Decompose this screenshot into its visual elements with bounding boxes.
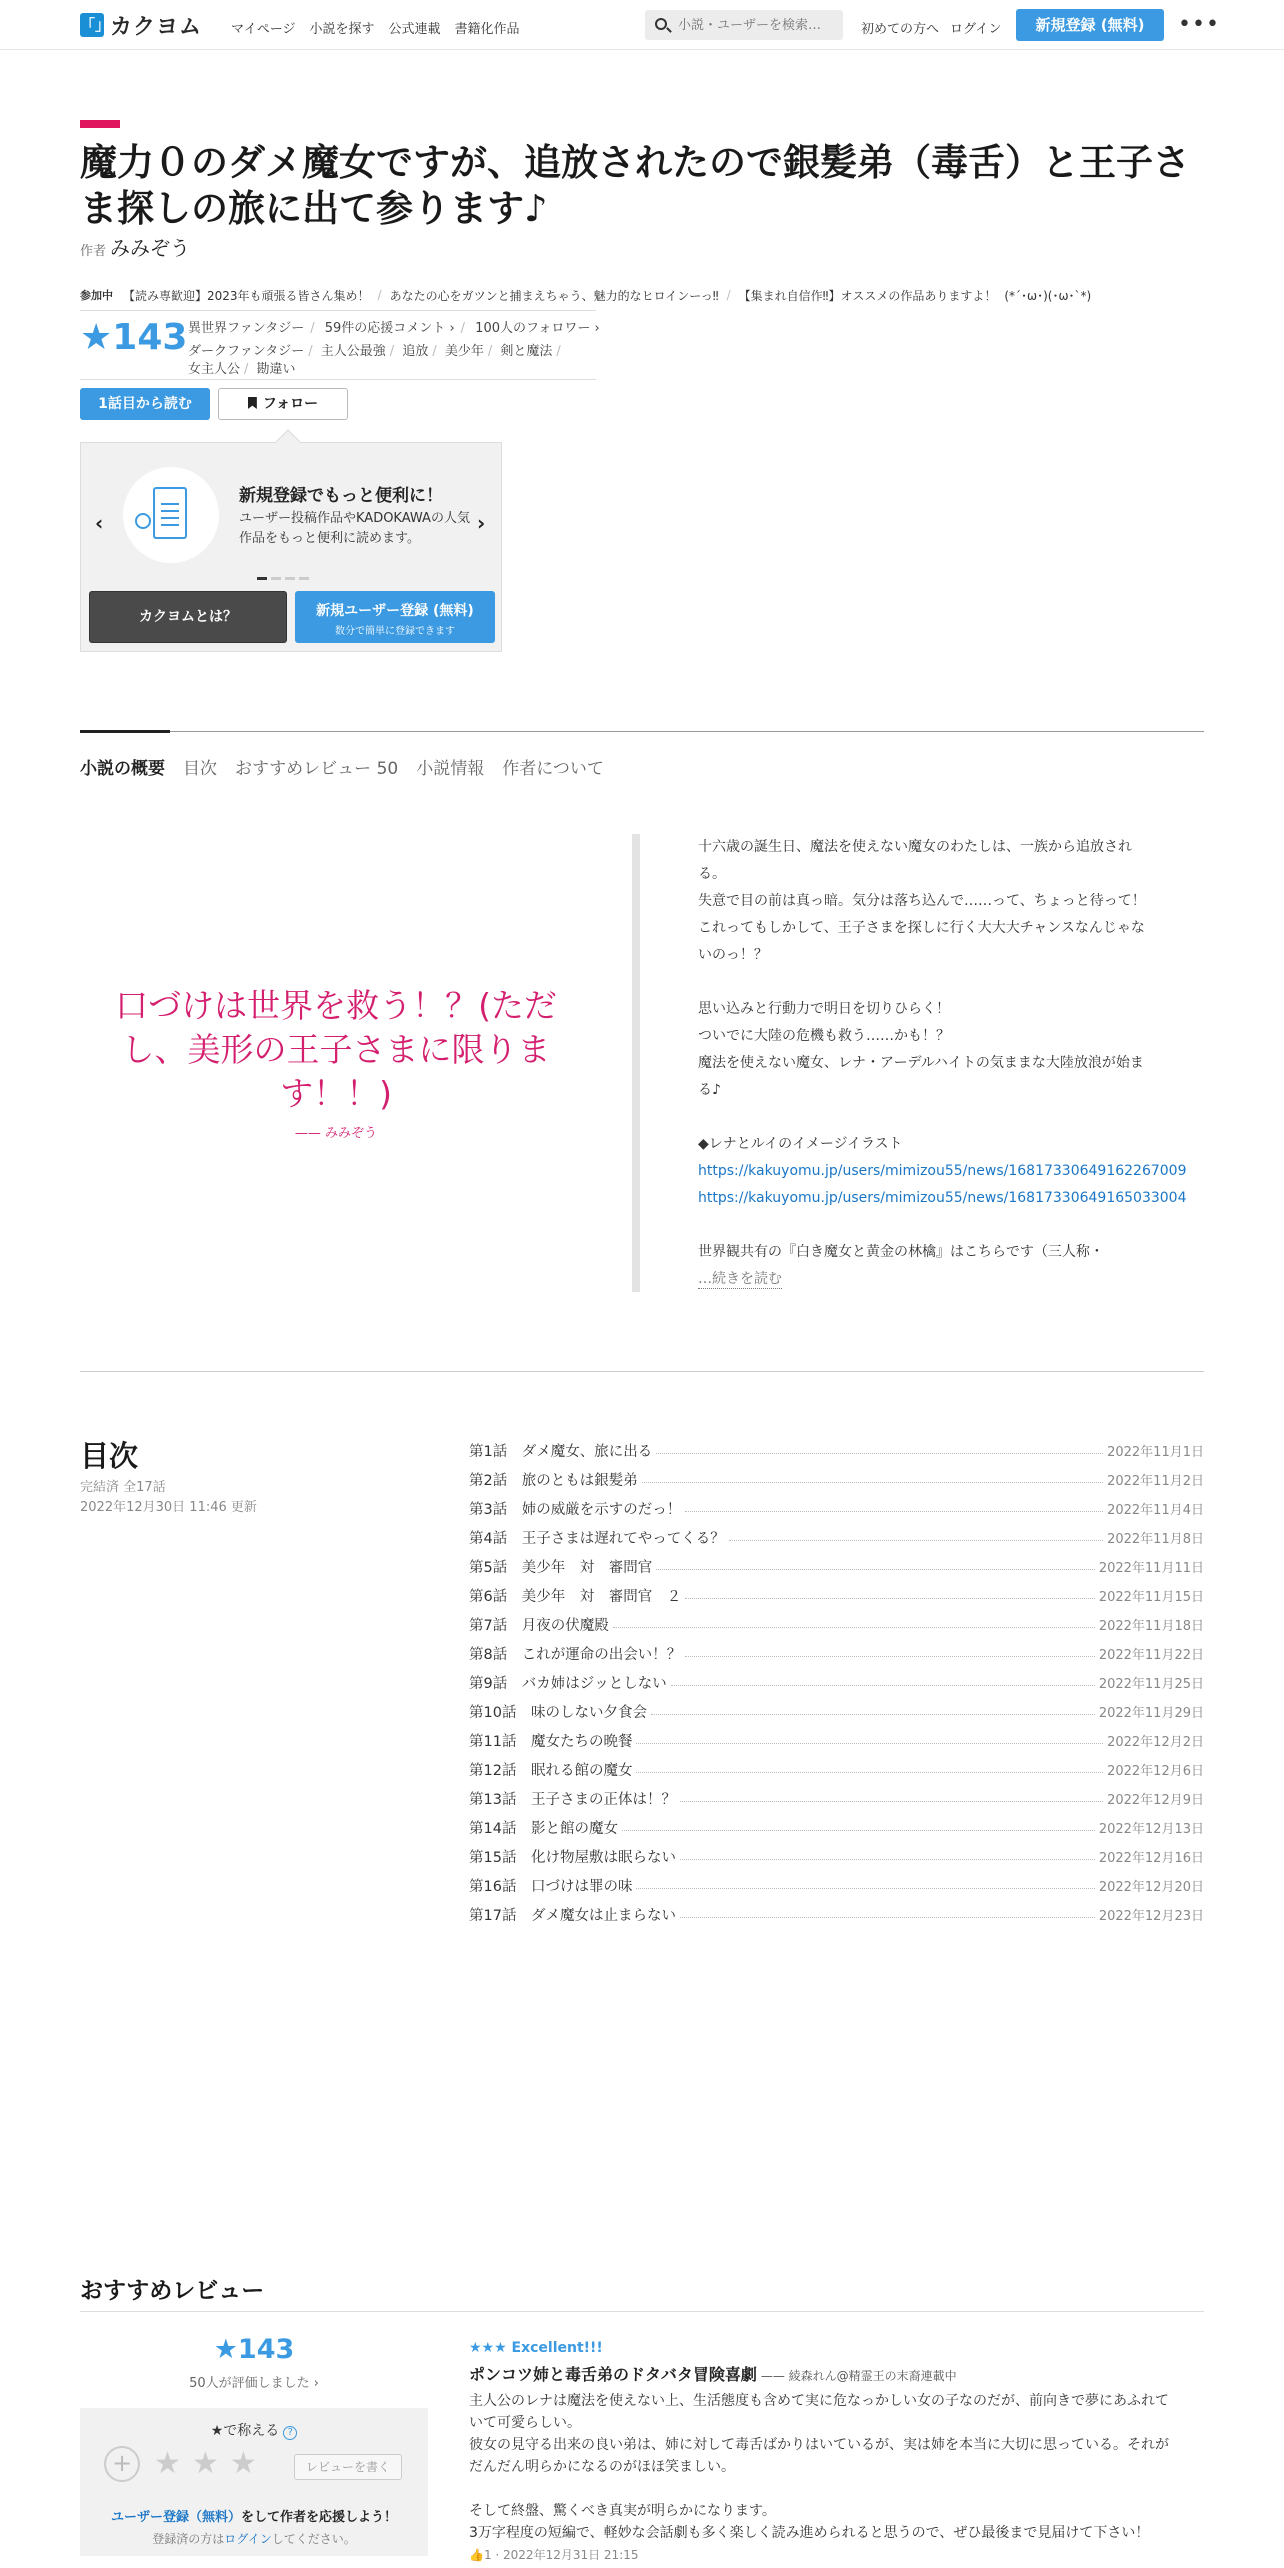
person-icon [135, 513, 151, 529]
review-line: だんだん明らかになるのがほほ笑ましい。 [469, 2459, 735, 2475]
leader-line [642, 1482, 1103, 1483]
leader-line [680, 1917, 1095, 1918]
episode-date: 2022年11月1日 [1103, 1441, 1204, 1460]
tab-reviews[interactable]: おすすめレビュー 50 [235, 759, 399, 779]
episode-date: 2022年12月20日 [1095, 1876, 1204, 1895]
tag-item[interactable]: 美少年 [444, 344, 484, 359]
praise-box [80, 2408, 428, 2556]
main-nav [231, 18, 520, 37]
leader-line [651, 1714, 1095, 1715]
leader-line [685, 1598, 1095, 1599]
intro-line: 魔法を使えない魔女、レナ・アーデルハイトの気ままな大陸放浪が始ま [698, 1055, 1144, 1071]
active-tab-indicator [80, 730, 170, 733]
episode-date: 2022年11月4日 [1103, 1499, 1204, 1518]
reviews-heading: おすすめレビュー [80, 2278, 265, 2304]
praise-label: ★で称える [210, 2423, 280, 2439]
signup-button[interactable] [295, 591, 495, 643]
star-count[interactable]: ★143 [80, 317, 188, 358]
divider: / [244, 362, 249, 377]
event-item[interactable]: 【集まれ自信作‼】オススメの作品ありますよ！ [738, 288, 997, 303]
episode-title: 第17話 ダメ魔女は止まらない [469, 1904, 680, 1925]
intro-line: 思い込みと行動力で明日を切りひらく！ [698, 1001, 950, 1017]
review-date: 2022年12月31日 21:15 [503, 2548, 639, 2562]
author-line [80, 232, 190, 261]
episode-date: 2022年11月2日 [1103, 1470, 1204, 1489]
episode-item[interactable] [469, 1465, 1204, 1494]
reviews-divider [80, 2311, 1204, 2312]
carousel-prev-icon[interactable]: ‹ [95, 511, 104, 535]
illustration-link[interactable]: https://kakuyomu.jp/users/mimizou55/news/16817330649165033004 [698, 1190, 1187, 1206]
divider: / [726, 288, 731, 302]
tag-item[interactable]: 剣と魔法 [500, 344, 553, 359]
carousel-dots [257, 577, 309, 580]
document-icon [153, 487, 187, 539]
signup-sublabel: 数分で簡単に登録できます [335, 626, 455, 637]
episode-item[interactable] [469, 1523, 1204, 1552]
episode-title: 第14話 影と館の魔女 [469, 1817, 622, 1838]
write-review-button[interactable]: レビューを書く [294, 2454, 402, 2480]
episode-item[interactable] [469, 1610, 1204, 1639]
intro-line [698, 969, 1182, 996]
comments-link[interactable]: 59件の応援コメント › [324, 321, 455, 336]
tab-author[interactable]: 作者について [502, 759, 604, 779]
help-icon[interactable]: ? [283, 2426, 297, 2440]
author-name[interactable]: みみぞう [110, 236, 191, 260]
login-prompt [80, 2530, 428, 2547]
star-icon[interactable]: ★ [154, 2446, 181, 2481]
catchphrase-author: —— みみぞう [294, 1126, 378, 1141]
intro-line: 失意で目の前は真っ暗。気分は落ち込んで……って、ちょっと待って！ [698, 893, 1146, 909]
tab-toc[interactable]: 目次 [183, 759, 217, 779]
logo-text[interactable]: カクヨム [110, 15, 203, 40]
tag-item[interactable]: 勘違い [256, 362, 296, 377]
carousel-next-icon[interactable]: › [477, 511, 486, 535]
nav-official[interactable]: 公式連載 [388, 22, 441, 37]
divider: / [377, 288, 382, 302]
event-item[interactable]: 【読み専歓迎】2023年も頑張る皆さん集め！ [123, 288, 370, 303]
introduction [698, 834, 1187, 1266]
promo-text: ユーザー投稿作品やKADOKAWAの人気作品をもっと便利に読めます。 [239, 511, 470, 546]
review-footer: 👍1 · 2022年12月31日 21:15 [469, 2548, 639, 2562]
bookmark-plus-icon [248, 397, 257, 409]
add-star-icon[interactable]: + [104, 2446, 140, 2482]
nav-search-novels[interactable]: 小説を探す [309, 22, 375, 37]
episode-item[interactable] [469, 1813, 1204, 1842]
leader-line [680, 1859, 1095, 1860]
episode-title: 第7話 月夜の伏魔殿 [469, 1614, 613, 1635]
divider: / [389, 344, 395, 359]
intro-line [698, 1104, 1182, 1131]
episode-date: 2022年11月8日 [1103, 1528, 1204, 1547]
divider: / [460, 321, 466, 336]
follow-label: フォロー [262, 396, 319, 412]
episode-item[interactable] [469, 1755, 1204, 1784]
episode-item[interactable] [469, 1639, 1204, 1668]
more-menu-icon[interactable]: ••• [1178, 12, 1220, 37]
search-icon [655, 18, 667, 30]
review-line: 彼女の見守る出来の良い弟は、姉に対して毒舌ばかりはいているが、実は姉を本当に大切に思っている。それが [469, 2437, 1169, 2453]
beginner-link[interactable]: 初めての方へ [861, 22, 940, 37]
leader-line [729, 1540, 1103, 1541]
episode-item[interactable] [469, 1552, 1204, 1581]
read-from-first-button[interactable]: 1話目から読む [80, 388, 210, 420]
tab-overview[interactable]: 小説の概要 [80, 759, 165, 779]
search-input[interactable] [678, 15, 838, 35]
search-box [645, 10, 843, 40]
episode-list [469, 1436, 1204, 1929]
episode-item[interactable] [469, 1668, 1204, 1697]
nav-mypage[interactable]: マイページ [231, 22, 296, 37]
intro-line: 十六歳の誕生日、魔法を使えない魔女のわたしは、一族から追放され [698, 839, 1132, 855]
follow-button[interactable] [218, 388, 348, 420]
episode-title: 第5話 美少年 対 審問官 [469, 1556, 656, 1577]
episode-title: 第10話 味のしない夕食会 [469, 1701, 651, 1722]
review-rating: ★★★ Excellent!!! [469, 2340, 603, 2356]
tag-list [188, 343, 588, 379]
episode-date: 2022年12月16日 [1095, 1847, 1204, 1866]
intro-line: ◆レナとルイのイメージイラスト [698, 1136, 903, 1152]
divider: / [308, 344, 313, 359]
episode-title: 第11話 魔女たちの晩餐 [469, 1730, 636, 1751]
review-star-total: ★143 [213, 2334, 295, 2365]
leader-line [656, 1569, 1095, 1570]
episode-title: 第8話 これが運命の出会い！？ [469, 1643, 685, 1664]
intro-line: これってもしかして、王子さまを探しに行く大大大チャンスなんじゃな [698, 920, 1145, 936]
review-title[interactable]: ポンコツ姉と毒舌弟のドタバタ冒険喜劇 [469, 2365, 757, 2384]
intro-line [698, 1212, 1182, 1239]
review-body [469, 2390, 1181, 2544]
leader-line [680, 1801, 1103, 1802]
tag-item[interactable]: 主人公最強 [320, 344, 386, 359]
intro-line: る。 [698, 866, 726, 882]
carousel-dot[interactable] [257, 577, 267, 580]
episode-date: 2022年12月2日 [1103, 1731, 1204, 1750]
episode-date: 2022年12月6日 [1103, 1760, 1204, 1779]
episode-item[interactable] [469, 1900, 1204, 1929]
episode-title: 第1話 ダメ魔女、旅に出る [469, 1440, 656, 1461]
about-kakuyomu-button[interactable]: カクヨムとは？ [89, 591, 287, 643]
leader-line [636, 1888, 1094, 1889]
intro-line: いのっ！？ [698, 947, 768, 963]
review-line: 3万字程度の短編で、軽妙な会話劇も多く楽しく読み進められると思うので、ぜひ最後まで見届けて下さい！ [469, 2525, 1150, 2541]
intro-line: ついでに大陸の危機も救う……かも！？ [698, 1028, 950, 1044]
read-more-link[interactable]: …続きを読む [698, 1268, 782, 1289]
intro-line: 世界観共有の『白き魔女と黄金の林檎』はこちらです（三人称・ [698, 1244, 1104, 1260]
leader-line [636, 1772, 1103, 1773]
leader-line [622, 1830, 1095, 1831]
review-title-row [469, 2362, 957, 2385]
register-button[interactable]: 新規登録 (無料) [1016, 9, 1164, 41]
section-divider [80, 1371, 1204, 1372]
episode-title: 第6話 美少年 対 審問官 ２ [469, 1585, 685, 1606]
divider: / [432, 344, 437, 359]
star-icon[interactable]: ★ [192, 2446, 219, 2481]
review-line [469, 2478, 1181, 2500]
leader-line [636, 1743, 1103, 1744]
episode-date: 2022年12月23日 [1095, 1905, 1204, 1924]
review-line: 主人公のレナは魔法を使えない上、生活態度も含めて実に危なっかしい女の子なのだが、前向きで夢にあふれて [469, 2393, 1169, 2409]
episode-date: 2022年11月22日 [1095, 1644, 1204, 1663]
leader-line [656, 1453, 1103, 1454]
toc-status: 完結済 全17話 [80, 1480, 166, 1495]
promo-pointer [275, 429, 300, 454]
event-item[interactable]: (*´･ω･)(･ω･`*) [1004, 288, 1092, 303]
episode-title: 第9話 バカ姉はジッとしない [469, 1672, 671, 1693]
leader-line [671, 1685, 1095, 1686]
login-prompt-pre: 登録済の方は [152, 2532, 225, 2546]
episode-title: 第3話 姉の威厳を示すのだっ！ [469, 1498, 685, 1519]
event-item[interactable]: あなたの心をガツンと捕まえちゃう、魅力的なヒロインーっ‼ [389, 288, 719, 303]
logo-icon[interactable]: 「」 [80, 13, 104, 37]
title-accent-bar [80, 120, 120, 128]
signup-label: 新規ユーザー登録 (無料) [316, 603, 474, 619]
tag-item[interactable]: 追放 [402, 344, 429, 359]
event-list [80, 286, 1204, 304]
episode-date: 2022年11月11日 [1095, 1557, 1204, 1576]
divider: / [556, 344, 561, 359]
site-header [0, 0, 1284, 50]
episode-item[interactable] [469, 1871, 1204, 1900]
catchphrase: 口づけは世界を救う！？(ただし、美形の王子さまに限ります！！) [115, 986, 557, 1113]
episode-item[interactable] [469, 1581, 1204, 1610]
episode-item[interactable] [469, 1697, 1204, 1726]
review-count-link[interactable]: 50人が評価しました › [189, 2376, 319, 2391]
episode-date: 2022年11月25日 [1095, 1673, 1204, 1692]
cta-text: をして作者を応援しよう！ [241, 2510, 398, 2525]
intro-line: る♪ [698, 1082, 721, 1098]
episode-title: 第12話 眠れる館の魔女 [469, 1759, 636, 1780]
divider: / [487, 344, 493, 359]
review-line: そして終盤、驚くべき真実が明らかになります。 [469, 2503, 776, 2519]
episode-item[interactable] [469, 1842, 1204, 1871]
toc-updated: 2022年12月30日 11:46 更新 [80, 1500, 257, 1515]
episode-item[interactable] [469, 1784, 1204, 1813]
carousel-dot[interactable] [271, 577, 281, 580]
work-stats [80, 310, 600, 380]
episode-date: 2022年11月18日 [1095, 1615, 1204, 1634]
like-count[interactable]: 👍1 [469, 2548, 492, 2562]
nav-books[interactable]: 書籍化作品 [454, 22, 520, 37]
genre-row [188, 317, 600, 336]
events-label: 参加中 [80, 289, 113, 302]
divider: / [310, 321, 315, 336]
work-tabs [80, 754, 604, 779]
episode-title: 第13話 王子さまの正体は！？ [469, 1788, 680, 1809]
episode-title: 第4話 王子さまは遅れてやってくる？ [469, 1527, 729, 1548]
review-author[interactable]: —— 綾森れん@精霊王の末裔連載中 [760, 2369, 957, 2383]
carousel-dot[interactable] [299, 577, 309, 580]
leader-line [613, 1627, 1095, 1628]
followers-link[interactable]: 100人のフォロワー › [475, 321, 600, 336]
star-icon[interactable]: ★ [230, 2446, 257, 2481]
review-line: いて可愛らしい。 [469, 2415, 581, 2431]
review-login-link[interactable]: ログイン [224, 2532, 272, 2546]
episode-item[interactable] [469, 1436, 1204, 1465]
promo-title: 新規登録でもっと便利に！ [239, 486, 443, 506]
tabs-divider [80, 731, 1204, 732]
episode-date: 2022年11月29日 [1095, 1702, 1204, 1721]
toc-heading: 目次 [80, 1439, 139, 1473]
leader-line [685, 1656, 1095, 1657]
login-link[interactable]: ログイン [950, 22, 1002, 37]
author-label: 作者 [80, 244, 107, 259]
leader-line [685, 1511, 1103, 1512]
episode-title: 第2話 旅のともは銀髪弟 [469, 1469, 642, 1490]
episode-item[interactable] [469, 1726, 1204, 1755]
illustration-link[interactable]: https://kakuyomu.jp/users/mimizou55/news/16817330649162267009 [698, 1163, 1187, 1179]
episode-title: 第16話 口づけは罪の味 [469, 1875, 636, 1896]
intro-divider [632, 834, 640, 1292]
login-prompt-post: してください。 [271, 2532, 356, 2546]
episode-date: 2022年11月15日 [1095, 1586, 1204, 1605]
work-title[interactable]: 魔力０のダメ魔女ですが、追放されたので銀髪弟（毒舌）と王子さま探しの旅に出て参ります♪ [80, 141, 1190, 230]
praise-label-row [80, 2420, 428, 2440]
tab-info[interactable]: 小説情報 [416, 759, 485, 779]
register-cta [80, 2506, 428, 2525]
genre-link[interactable]: 異世界ファンタジー [188, 321, 305, 336]
episode-item[interactable] [469, 1494, 1204, 1523]
episode-date: 2022年12月13日 [1095, 1818, 1204, 1837]
register-link[interactable]: ユーザー登録（無料） [110, 2510, 241, 2525]
episode-title: 第15話 化け物屋敷は眠らない [469, 1846, 680, 1867]
tag-item[interactable]: ダークファンタジー [188, 344, 305, 359]
carousel-dot[interactable] [285, 577, 295, 580]
tag-item[interactable]: 女主人公 [188, 362, 241, 377]
signup-promo [80, 442, 502, 652]
episode-date: 2022年12月9日 [1103, 1789, 1204, 1808]
promo-illustration-icon [123, 467, 219, 563]
